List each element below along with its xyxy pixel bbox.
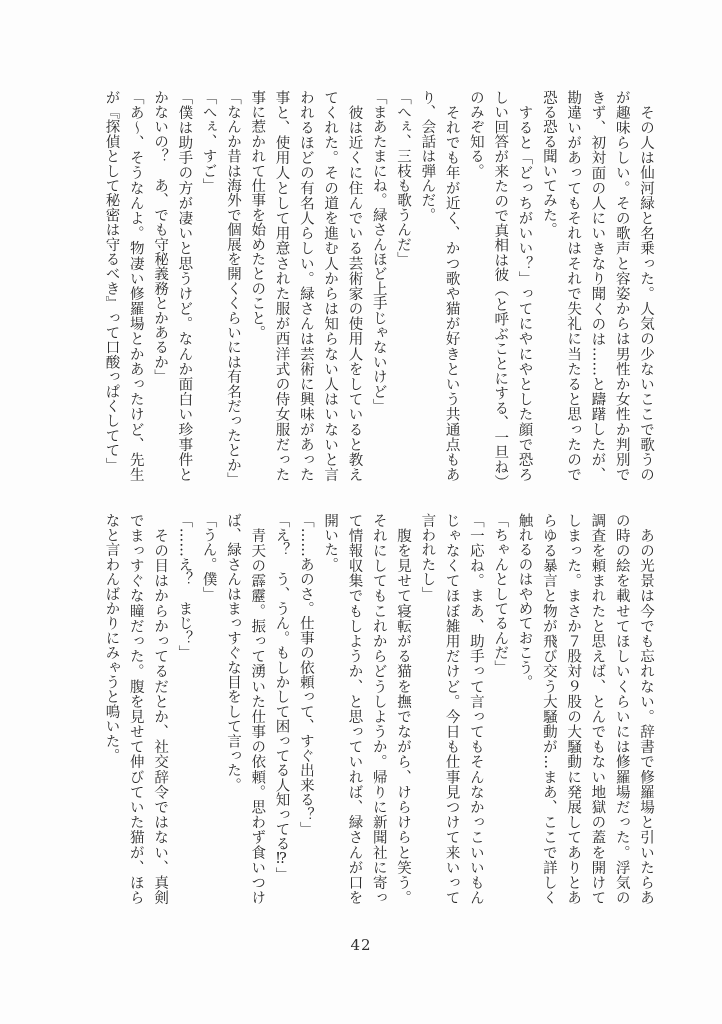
page-number: 42	[350, 936, 372, 954]
top-text-block	[99, 90, 658, 487]
paragraph: それでも年が近く、かつ歌や猫が好きという共通点もあり、会話は弾んだ。	[419, 90, 460, 482]
dialogue-line: 「へぇ、すご」	[200, 90, 217, 193]
paragraph: その目はからかってるだとか、社交辞令ではない、真剣でまっすぐな瞳だった。腹を見せて伸びていた猫が、ほらなと言わんばかりにみゃうと鳴いた。	[103, 513, 169, 905]
dialogue-line: 「……あのさ。仕事の依頼って、すぐ出来る？」	[297, 513, 314, 837]
paragraph: 彼は近くに住んでいる芸術家の使用人をしていると教えてくれた。その道を進む人からは知らない人はいないと言われるほどの有名人らしい。緑さんは芸術に興味があった事と、使用人として用意された服が西洋式の侍女服だった事に惹かれて仕事を始めたとのこと。	[249, 90, 363, 482]
dialogue-line: 「……え？ まじ？」	[176, 513, 193, 660]
dialogue-line: 「うん。僕」	[200, 513, 217, 602]
dialogue-line: 「え？ う、うん。もしかして困ってる人知ってる⁉」	[273, 513, 290, 882]
dialogue-line: 「へぇ、三枝も歌うんだ」	[395, 90, 412, 267]
dialogue-line: 「あ〜、そうなんよ。物凄い修羅場とかあったけど、先生が『探偵として秘密は守るべき』って口酸っぱくしてて」	[103, 90, 144, 482]
dialogue-line: 「まあたまにね。緑さんほど上手じゃないけど」	[370, 90, 387, 414]
paragraph: その人は仙河緑と名乗った。人気の少ないここで歌うのが趣味らしい。その歌声と容姿からは男性か女性か判別できず、初対面の人にいきなり聞くのは……と躊躇したが、勘違いがあってもそれはそれで失礼に当たると思ったので恐る恐る聞いてみた。	[540, 90, 654, 482]
paragraph: あの光景は今でも忘れない。辞書で修羅場と引いたらあの時の絵を載せてほしいくらいには修羅場だった。浮気の調査を頼まれたと思えば、とんでもない地獄の蓋を開けてしまった。まさか７股対９股の大騒動に発展してありとあらゆる暴言と物が飛び交う大騒動が…まあ、ここで詳しく触れるのはやめておこう。	[516, 513, 654, 905]
dialogue-line: 「僕は助手の方が凄いと思うけど。なんか面白い珍事件とかないの？ あ、でも守秘義務とかあるか」	[152, 90, 193, 482]
dialogue-line: 「なんか昔は海外で個展を開くくらいには有名だったとか」	[224, 90, 241, 487]
bottom-text-block	[99, 513, 658, 905]
paragraph: 青天の霹靂。振って湧いた仕事の依頼。思わず食いつけば、緑さんはまっすぐな目をして言った。	[224, 513, 266, 905]
paragraph: 腹を見せて寝転がる猫を撫でながら、けらけらと笑う。それにしてもこれからどうしようか。帰りに新聞社に寄って情報収集でもしようか、と思っていれば、緑さんが口を開いた。	[322, 513, 412, 905]
paragraph: すると「どっちがいい？」ってにやにやとした顔で恐ろしい回答が来たので真相は彼（と呼ぶことにする、一旦ね）のみぞ知る。	[467, 90, 533, 482]
dialogue-line: 「ちゃんとしてるんだ」	[492, 513, 509, 675]
dialogue-line: 「一応ね。まあ、助手って言ってもそんなかっこいいもんじゃなくてほぼ雑用だけど。今日も仕事見つけて来いって言われたし」	[419, 513, 484, 905]
